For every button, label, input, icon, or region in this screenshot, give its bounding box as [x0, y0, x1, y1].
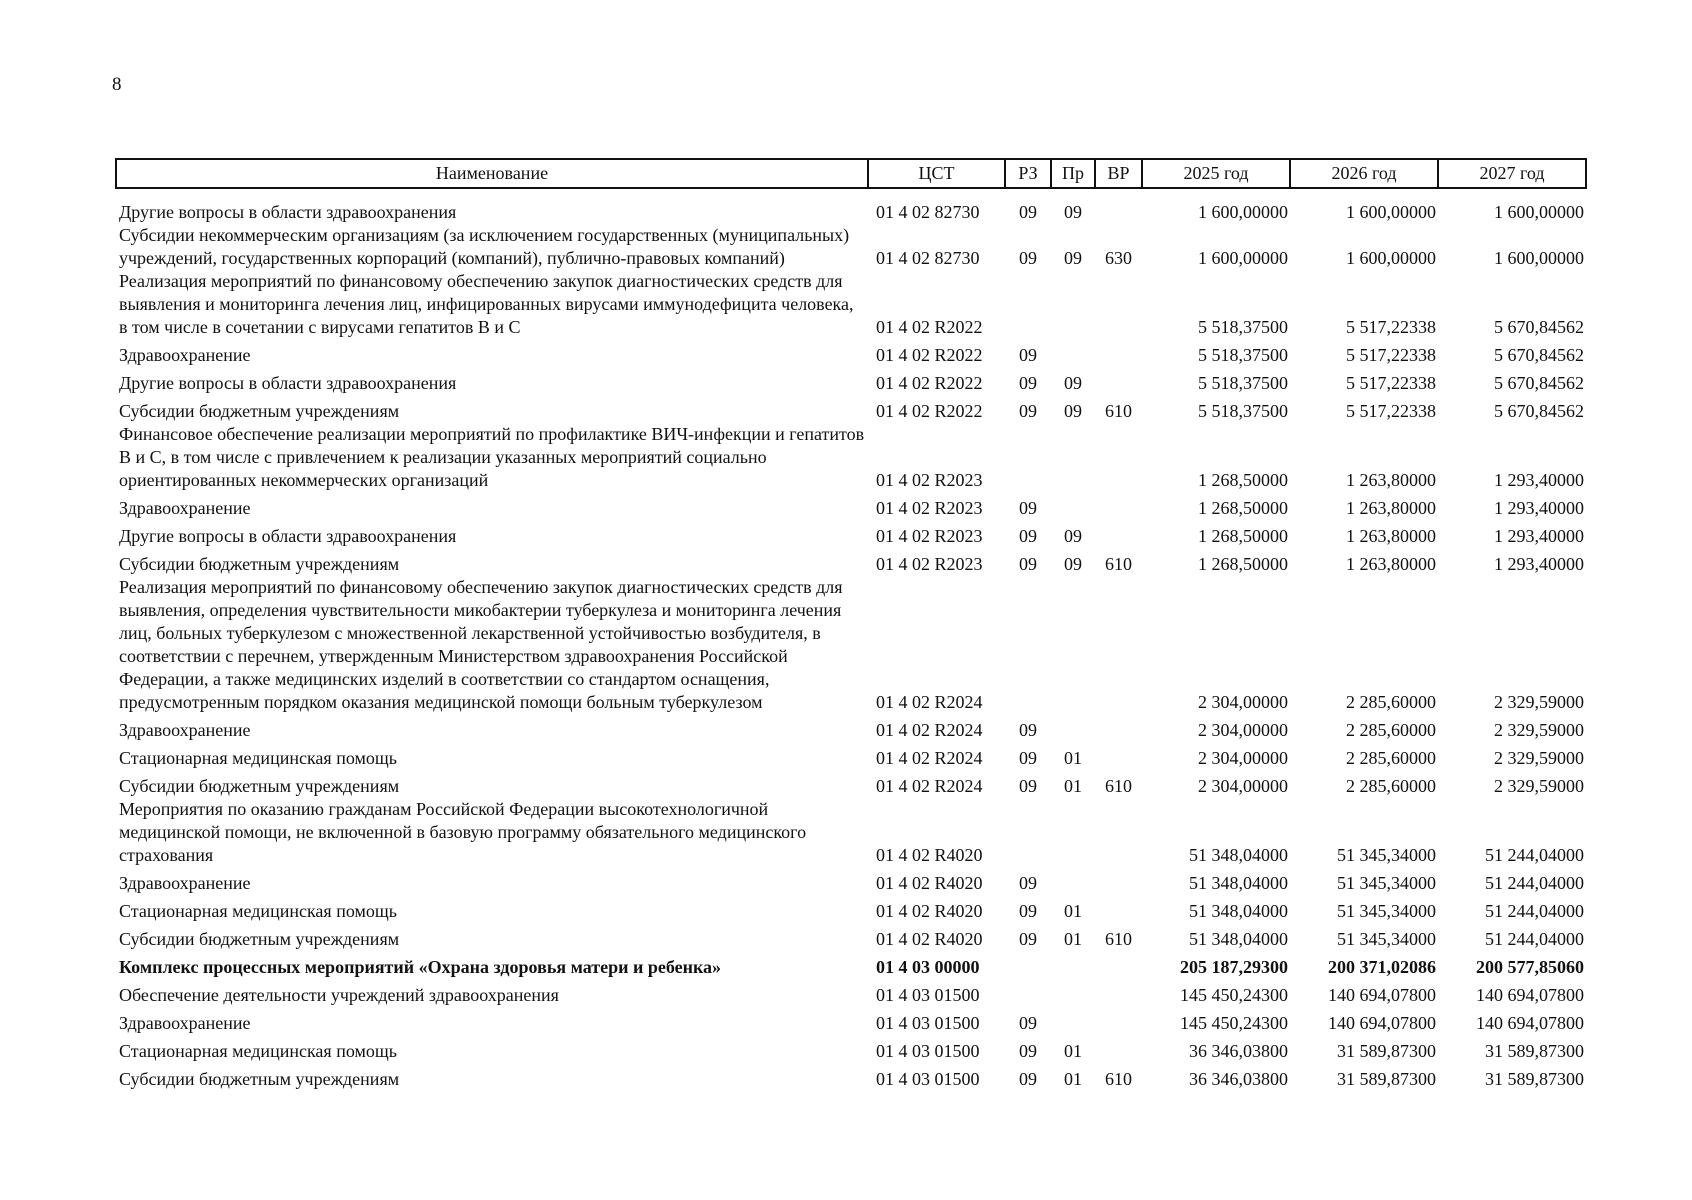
- header-vr: ВР: [1095, 159, 1142, 188]
- cell-name: Другие вопросы в области здравоохранения: [119, 526, 457, 546]
- cell-name: Другие вопросы в области здравоохранения: [119, 373, 457, 393]
- cell-name: Здравоохранение: [119, 1013, 251, 1033]
- table-row: [116, 576, 1586, 714]
- cell-pr: [1051, 423, 1095, 492]
- cell-2025: 1 268,50000: [1198, 554, 1288, 574]
- cell-pr: 01: [1064, 929, 1082, 949]
- cell-2025: 205 187,29300: [1180, 957, 1288, 977]
- cell-name: Стационарная медицинская помощь: [119, 748, 397, 768]
- cell-2027: 1 293,40000: [1494, 526, 1584, 546]
- cell-2026: 5 517,22338: [1346, 373, 1436, 393]
- table-row: [116, 895, 1586, 923]
- cell-2027: 200 577,85060: [1476, 957, 1584, 977]
- cell-rz: 09: [1019, 748, 1037, 768]
- cell-cst: 01 4 02 R2022: [876, 373, 983, 393]
- cell-cst: 01 4 02 R4020: [876, 845, 983, 865]
- table-row: [116, 979, 1586, 1007]
- cell-2025: 1 268,50000: [1198, 470, 1288, 490]
- cell-cst: 01 4 03 01500: [876, 1041, 980, 1061]
- cell-cst: 01 4 02 R2022: [876, 401, 983, 421]
- cell-pr: [1051, 951, 1095, 979]
- cell-rz: [1005, 951, 1051, 979]
- cell-2026: 31 589,87300: [1337, 1041, 1436, 1061]
- cell-name: Здравоохранение: [119, 873, 251, 893]
- cell-2027: 51 244,04000: [1485, 901, 1584, 921]
- cell-2026: 2 285,60000: [1346, 692, 1436, 712]
- table-row: [116, 196, 1586, 224]
- cell-vr: [1095, 742, 1142, 770]
- cell-vr: [1095, 1007, 1142, 1035]
- cell-pr: [1051, 1007, 1095, 1035]
- cell-2026: 51 345,34000: [1337, 873, 1436, 893]
- cell-2026: 51 345,34000: [1337, 929, 1436, 949]
- cell-2025: 2 304,00000: [1198, 748, 1288, 768]
- table-row: [116, 951, 1586, 979]
- table-row: [116, 923, 1586, 951]
- cell-2027: 1 293,40000: [1494, 470, 1584, 490]
- cell-2025: 2 304,00000: [1198, 776, 1288, 796]
- cell-pr: 09: [1064, 526, 1082, 546]
- cell-pr: [1051, 492, 1095, 520]
- cell-cst: 01 4 02 R2022: [876, 317, 983, 337]
- cell-2025: 36 346,03800: [1189, 1069, 1288, 1089]
- cell-2027: 1 293,40000: [1494, 498, 1584, 518]
- cell-pr: 01: [1064, 1069, 1082, 1089]
- cell-2025: 2 304,00000: [1198, 720, 1288, 740]
- cell-cst: 01 4 02 R2022: [876, 345, 983, 365]
- cell-vr: [1095, 492, 1142, 520]
- cell-vr: [1095, 196, 1142, 224]
- cell-cst: 01 4 03 01500: [876, 985, 980, 1005]
- cell-name: Реализация мероприятий по финансовому обеспечению закупок диагностических средств для выявления, определения чувствительности микобактерии туберкулеза и мониторинга лечения лиц, больных туберкулезом с множественной лекарственной устойчивостью возбудителя, в соответствии с перечнем, утвержденным Министерством здравоохранения Российской Федерации, а также медицинских изделий в соответствии со стандартом оснащения, предусмотренным порядком оказания медицинской помощи больным туберкулезом: [119, 577, 843, 712]
- cell-name: Стационарная медицинская помощь: [119, 1041, 397, 1061]
- table-row: [116, 395, 1586, 423]
- cell-2027: 31 589,87300: [1485, 1069, 1584, 1089]
- cell-name: Субсидии некоммерческим организациям (за исключением государственных (муниципальных) учреждений, государственных корпораций (компаний), публично-правовых компаний): [119, 225, 850, 268]
- header-2026: 2026 год: [1290, 159, 1438, 188]
- cell-vr: 610: [1105, 776, 1132, 796]
- cell-vr: 610: [1105, 401, 1132, 421]
- cell-name: Субсидии бюджетным учреждениям: [119, 1069, 400, 1089]
- cell-pr: [1051, 979, 1095, 1007]
- cell-name: Субсидии бюджетным учреждениям: [119, 929, 400, 949]
- cell-2027: 51 244,04000: [1485, 845, 1584, 865]
- cell-vr: 610: [1105, 929, 1132, 949]
- cell-2026: 5 517,22338: [1346, 317, 1436, 337]
- cell-cst: 01 4 03 01500: [876, 1069, 980, 1089]
- cell-pr: 01: [1064, 748, 1082, 768]
- cell-name: Финансовое обеспечение реализации мероприятий по профилактике ВИЧ-инфекции и гепатитов В и С, в том числе с привлечением к реализации указанных мероприятий социально ориентированных некоммерческих организаций: [119, 424, 865, 490]
- cell-2025: 36 346,03800: [1189, 1041, 1288, 1061]
- cell-vr: 630: [1105, 248, 1132, 268]
- table-row: [116, 714, 1586, 742]
- cell-pr: 09: [1064, 248, 1082, 268]
- table-row: [116, 1035, 1586, 1063]
- cell-name: Комплекс процессных мероприятий «Охрана здоровья матери и ребенка»: [119, 957, 722, 977]
- cell-vr: [1095, 867, 1142, 895]
- cell-vr: [1095, 714, 1142, 742]
- cell-cst: 01 4 02 82730: [876, 248, 980, 268]
- cell-vr: [1095, 798, 1142, 867]
- cell-2026: 5 517,22338: [1346, 401, 1436, 421]
- table-header: [116, 159, 1586, 188]
- cell-rz: 09: [1019, 1013, 1037, 1033]
- table-row: [116, 270, 1586, 339]
- header-name: Наименование: [116, 159, 868, 188]
- cell-vr: [1095, 951, 1142, 979]
- cell-2025: 51 348,04000: [1189, 873, 1288, 893]
- cell-cst: 01 4 02 R4020: [876, 929, 983, 949]
- cell-rz: 09: [1019, 929, 1037, 949]
- cell-cst: 01 4 02 82730: [876, 202, 980, 222]
- cell-name: Здравоохранение: [119, 345, 251, 365]
- cell-name: Реализация мероприятий по финансовому обеспечению закупок диагностических средств для выявления и мониторинга лечения лиц, инфицированных вирусами иммунодефицита человека, в том числе в сочетании с вирусами гепатитов В и С: [119, 271, 854, 337]
- cell-rz: [1005, 270, 1051, 339]
- cell-2026: 1 600,00000: [1346, 248, 1436, 268]
- cell-2027: 31 589,87300: [1485, 1041, 1584, 1061]
- cell-2026: 140 694,07800: [1328, 985, 1436, 1005]
- cell-rz: 09: [1019, 202, 1037, 222]
- cell-2025: 1 268,50000: [1198, 498, 1288, 518]
- cell-vr: [1095, 367, 1142, 395]
- cell-pr: 09: [1064, 401, 1082, 421]
- table-row: [116, 770, 1586, 798]
- cell-rz: [1005, 576, 1051, 714]
- cell-name: Стационарная медицинская помощь: [119, 901, 397, 921]
- cell-pr: [1051, 867, 1095, 895]
- cell-cst: 01 4 02 R2023: [876, 470, 983, 490]
- cell-rz: [1005, 979, 1051, 1007]
- cell-name: Субсидии бюджетным учреждениям: [119, 776, 400, 796]
- cell-2025: 145 450,24300: [1180, 1013, 1288, 1033]
- cell-rz: 09: [1019, 526, 1037, 546]
- cell-2026: 2 285,60000: [1346, 776, 1436, 796]
- cell-2026: 51 345,34000: [1337, 901, 1436, 921]
- cell-cst: 01 4 02 R2023: [876, 554, 983, 574]
- table-row: [116, 867, 1586, 895]
- table-row: [116, 339, 1586, 367]
- cell-pr: 09: [1064, 554, 1082, 574]
- table-row: [116, 224, 1586, 270]
- cell-2026: 5 517,22338: [1346, 345, 1436, 365]
- table-row: [116, 520, 1586, 548]
- cell-pr: 01: [1064, 1041, 1082, 1061]
- cell-2027: 140 694,07800: [1476, 985, 1584, 1005]
- table-row: [116, 423, 1586, 492]
- cell-cst: 01 4 02 R2023: [876, 498, 983, 518]
- cell-2027: 2 329,59000: [1494, 720, 1584, 740]
- cell-rz: 09: [1019, 554, 1037, 574]
- cell-rz: 09: [1019, 373, 1037, 393]
- header-2027: 2027 год: [1438, 159, 1586, 188]
- cell-cst: 01 4 03 00000: [876, 957, 980, 977]
- cell-2025: 1 600,00000: [1198, 202, 1288, 222]
- cell-rz: 09: [1019, 901, 1037, 921]
- cell-cst: 01 4 03 01500: [876, 1013, 980, 1033]
- cell-name: Мероприятия по оказанию гражданам Российской Федерации высокотехнологичной медицинской помощи, не включенной в базовую программу обязательного медицинского страхования: [119, 799, 807, 865]
- cell-cst: 01 4 02 R2024: [876, 776, 983, 796]
- cell-2025: 5 518,37500: [1198, 317, 1288, 337]
- cell-vr: [1095, 270, 1142, 339]
- cell-2026: 31 589,87300: [1337, 1069, 1436, 1089]
- cell-2025: 2 304,00000: [1198, 692, 1288, 712]
- cell-rz: 09: [1019, 873, 1037, 893]
- cell-2027: 5 670,84562: [1494, 317, 1584, 337]
- cell-2026: 51 345,34000: [1337, 845, 1436, 865]
- cell-vr: [1095, 895, 1142, 923]
- cell-vr: [1095, 1035, 1142, 1063]
- cell-2027: 5 670,84562: [1494, 345, 1584, 365]
- cell-rz: 09: [1019, 1041, 1037, 1061]
- cell-2027: 2 329,59000: [1494, 692, 1584, 712]
- cell-2026: 1 263,80000: [1346, 526, 1436, 546]
- cell-2027: 51 244,04000: [1485, 929, 1584, 949]
- table-row: [116, 1063, 1586, 1091]
- cell-2026: 1 600,00000: [1346, 202, 1436, 222]
- cell-2025: 1 268,50000: [1198, 526, 1288, 546]
- cell-cst: 01 4 02 R2023: [876, 526, 983, 546]
- cell-2027: 1 600,00000: [1494, 248, 1584, 268]
- cell-2025: 51 348,04000: [1189, 901, 1288, 921]
- cell-2025: 5 518,37500: [1198, 401, 1288, 421]
- cell-rz: 09: [1019, 1069, 1037, 1089]
- cell-cst: 01 4 02 R4020: [876, 873, 983, 893]
- cell-cst: 01 4 02 R2024: [876, 748, 983, 768]
- cell-pr: [1051, 798, 1095, 867]
- cell-name: Другие вопросы в области здравоохранения: [119, 202, 457, 222]
- cell-cst: 01 4 02 R2024: [876, 720, 983, 740]
- cell-rz: [1005, 423, 1051, 492]
- cell-2026: 1 263,80000: [1346, 498, 1436, 518]
- page-number: 8: [112, 74, 122, 95]
- cell-2026: 2 285,60000: [1346, 748, 1436, 768]
- cell-2025: 1 600,00000: [1198, 248, 1288, 268]
- cell-vr: [1095, 339, 1142, 367]
- cell-cst: 01 4 02 R2024: [876, 692, 983, 712]
- cell-rz: 09: [1019, 345, 1037, 365]
- cell-2026: 140 694,07800: [1328, 1013, 1436, 1033]
- cell-2025: 5 518,37500: [1198, 345, 1288, 365]
- cell-2027: 1 600,00000: [1494, 202, 1584, 222]
- cell-cst: 01 4 02 R4020: [876, 901, 983, 921]
- cell-rz: 09: [1019, 248, 1037, 268]
- cell-vr: [1095, 979, 1142, 1007]
- cell-name: Субсидии бюджетным учреждениям: [119, 554, 400, 574]
- cell-2027: 5 670,84562: [1494, 401, 1584, 421]
- cell-pr: 09: [1064, 373, 1082, 393]
- cell-2025: 5 518,37500: [1198, 373, 1288, 393]
- cell-vr: [1095, 423, 1142, 492]
- cell-vr: 610: [1105, 1069, 1132, 1089]
- table-row: [116, 798, 1586, 867]
- cell-2026: 200 371,02086: [1328, 957, 1436, 977]
- cell-pr: [1051, 714, 1095, 742]
- cell-vr: 610: [1105, 554, 1132, 574]
- header-2025: 2025 год: [1142, 159, 1290, 188]
- cell-2026: 1 263,80000: [1346, 470, 1436, 490]
- cell-2025: 51 348,04000: [1189, 929, 1288, 949]
- cell-rz: 09: [1019, 401, 1037, 421]
- cell-name: Обеспечение деятельности учреждений здравоохранения: [119, 985, 559, 1005]
- table-row: [116, 1007, 1586, 1035]
- cell-vr: [1095, 576, 1142, 714]
- cell-pr: 01: [1064, 901, 1082, 921]
- cell-pr: 09: [1064, 202, 1082, 222]
- table-body: [116, 188, 1586, 1091]
- header-pr: Пр: [1051, 159, 1095, 188]
- cell-rz: [1005, 798, 1051, 867]
- cell-2025: 51 348,04000: [1189, 845, 1288, 865]
- cell-name: Здравоохранение: [119, 720, 251, 740]
- table-row: [116, 367, 1586, 395]
- cell-rz: 09: [1019, 720, 1037, 740]
- cell-2026: 1 263,80000: [1346, 554, 1436, 574]
- cell-rz: 09: [1019, 776, 1037, 796]
- cell-2027: 51 244,04000: [1485, 873, 1584, 893]
- cell-vr: [1095, 520, 1142, 548]
- cell-pr: [1051, 576, 1095, 714]
- cell-pr: [1051, 339, 1095, 367]
- header-cst: ЦСТ: [868, 159, 1005, 188]
- cell-2027: 140 694,07800: [1476, 1013, 1584, 1033]
- cell-2026: 2 285,60000: [1346, 720, 1436, 740]
- table-row: [116, 492, 1586, 520]
- cell-pr: [1051, 270, 1095, 339]
- cell-2027: 5 670,84562: [1494, 373, 1584, 393]
- cell-2025: 145 450,24300: [1180, 985, 1288, 1005]
- budget-table: [115, 158, 1587, 1091]
- cell-name: Субсидии бюджетным учреждениям: [119, 401, 400, 421]
- table-row: [116, 548, 1586, 576]
- cell-2027: 2 329,59000: [1494, 748, 1584, 768]
- cell-pr: 01: [1064, 776, 1082, 796]
- table-row: [116, 742, 1586, 770]
- cell-rz: 09: [1019, 498, 1037, 518]
- cell-2027: 2 329,59000: [1494, 776, 1584, 796]
- header-rz: РЗ: [1005, 159, 1051, 188]
- cell-name: Здравоохранение: [119, 498, 251, 518]
- cell-2027: 1 293,40000: [1494, 554, 1584, 574]
